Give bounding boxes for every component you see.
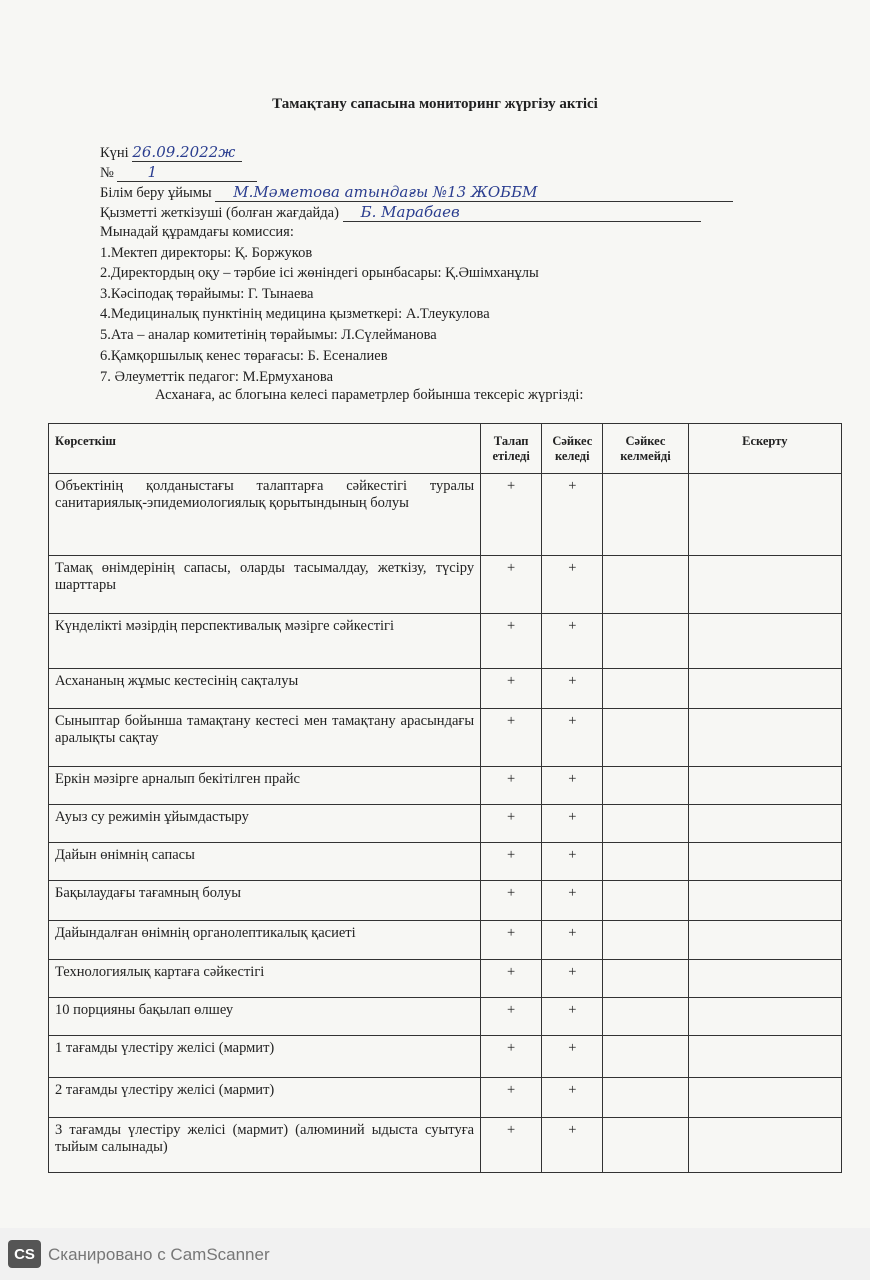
required-cell: + bbox=[481, 1118, 542, 1173]
required-cell: + bbox=[481, 767, 542, 805]
table-header-row bbox=[49, 424, 842, 474]
table-row bbox=[49, 614, 842, 669]
noncompliant-cell bbox=[603, 709, 688, 767]
indicator-cell: 2 тағамды үлестіру желісі (мармит) bbox=[49, 1078, 481, 1118]
noncompliant-cell bbox=[603, 669, 688, 709]
table-row bbox=[49, 805, 842, 843]
compliant-cell: + bbox=[542, 669, 603, 709]
required-cell: + bbox=[481, 921, 542, 960]
noncompliant-cell bbox=[603, 1078, 688, 1118]
note-cell bbox=[688, 1036, 841, 1078]
table-row bbox=[49, 556, 842, 614]
table-row bbox=[49, 474, 842, 556]
required-cell: + bbox=[481, 1036, 542, 1078]
indicator-cell: Объектінің қолданыстағы талаптарға сәйкестігі туралы санитариялық-эпидемиологиялық қорытындының болуы bbox=[49, 474, 481, 556]
indicator-cell: Тамақ өнімдерінің сапасы, оларды тасымалдау, жеткізу, түсіру шарттары bbox=[49, 556, 481, 614]
note-cell bbox=[688, 960, 841, 998]
org-label: Білім беру ұйымы bbox=[100, 185, 212, 201]
compliant-cell: + bbox=[542, 998, 603, 1036]
table-row bbox=[49, 960, 842, 998]
date-value: 26.09.2022ж bbox=[132, 143, 242, 162]
table-row bbox=[49, 1078, 842, 1118]
noncompliant-cell bbox=[603, 921, 688, 960]
indicator-cell: 3 тағамды үлестіру желісі (мармит) (алюминий ыдыста суытуға тыйым салынады) bbox=[49, 1118, 481, 1173]
table-row bbox=[49, 1036, 842, 1078]
table-row bbox=[49, 881, 842, 921]
note-cell bbox=[688, 767, 841, 805]
header-indicator: Көрсеткіш bbox=[49, 424, 481, 474]
required-cell: + bbox=[481, 998, 542, 1036]
document-title: Тамақтану сапасына мониторинг жүргізу актісі bbox=[272, 96, 598, 112]
commission-member: 1.Мектеп директоры: Қ. Боржуков bbox=[100, 245, 313, 261]
commission-member: 3.Кәсіподақ төрайымы: Г. Тынаева bbox=[100, 286, 314, 302]
indicator-cell: Бақылаудағы тағамның болуы bbox=[49, 881, 481, 921]
noncompliant-cell bbox=[603, 767, 688, 805]
note-cell bbox=[688, 669, 841, 709]
indicator-cell: 10 порцияны бақылап өлшеу bbox=[49, 998, 481, 1036]
noncompliant-cell bbox=[603, 614, 688, 669]
compliant-cell: + bbox=[542, 805, 603, 843]
table-row bbox=[49, 767, 842, 805]
noncompliant-cell bbox=[603, 1036, 688, 1078]
table-row bbox=[49, 669, 842, 709]
commission-member: 6.Қамқоршылық кенес төрағасы: Б. Есеналиев bbox=[100, 348, 388, 364]
supplier-value: Б. Марабаев bbox=[343, 203, 701, 222]
required-cell: + bbox=[481, 881, 542, 921]
compliant-cell: + bbox=[542, 921, 603, 960]
compliant-cell: + bbox=[542, 1036, 603, 1078]
noncompliant-cell bbox=[603, 843, 688, 881]
table-row bbox=[49, 921, 842, 960]
indicator-cell: Ауыз су режимін ұйымдастыру bbox=[49, 805, 481, 843]
compliant-cell: + bbox=[542, 843, 603, 881]
noncompliant-cell bbox=[603, 556, 688, 614]
header-noncompliant: Сәйкес келмейді bbox=[603, 424, 688, 474]
required-cell: + bbox=[481, 1078, 542, 1118]
required-cell: + bbox=[481, 474, 542, 556]
compliant-cell: + bbox=[542, 767, 603, 805]
commission-member: 2.Директордың оқу – тәрбие ісі жөніндегі орынбасары: Қ.Әшімханұлы bbox=[100, 265, 539, 281]
supplier-label: Қызметті жеткізуші (болған жағдайда) bbox=[100, 205, 339, 221]
date-line bbox=[100, 143, 242, 162]
indicator-cell: Дайын өнімнің сапасы bbox=[49, 843, 481, 881]
note-cell bbox=[688, 805, 841, 843]
inspection-table bbox=[48, 423, 842, 1173]
compliant-cell: + bbox=[542, 474, 603, 556]
required-cell: + bbox=[481, 614, 542, 669]
required-cell: + bbox=[481, 843, 542, 881]
compliant-cell: + bbox=[542, 614, 603, 669]
table-row bbox=[49, 709, 842, 767]
note-cell bbox=[688, 556, 841, 614]
org-value: М.Мәметова атындағы №13 ЖОББМ bbox=[215, 183, 733, 202]
noncompliant-cell bbox=[603, 474, 688, 556]
note-cell bbox=[688, 843, 841, 881]
commission-outro: Асханаға, ас блогына келесі параметрлер бойынша тексеріс жүргізді: bbox=[155, 387, 584, 403]
org-line bbox=[100, 183, 733, 202]
number-label: № bbox=[100, 165, 114, 181]
note-cell bbox=[688, 1118, 841, 1173]
note-cell bbox=[688, 614, 841, 669]
supplier-line bbox=[100, 203, 701, 222]
compliant-cell: + bbox=[542, 709, 603, 767]
number-line bbox=[100, 163, 257, 182]
table-row bbox=[49, 1118, 842, 1173]
compliant-cell: + bbox=[542, 1118, 603, 1173]
noncompliant-cell bbox=[603, 881, 688, 921]
note-cell bbox=[688, 881, 841, 921]
noncompliant-cell bbox=[603, 960, 688, 998]
note-cell bbox=[688, 474, 841, 556]
required-cell: + bbox=[481, 805, 542, 843]
commission-member: 4.Медициналық пунктінің медицина қызметкері: А.Тлеукулова bbox=[100, 306, 490, 322]
commission-intro: Мынадай құрамдағы комиссия: bbox=[100, 224, 294, 240]
indicator-cell: Дайындалған өнімнің органолептикалық қасиеті bbox=[49, 921, 481, 960]
required-cell: + bbox=[481, 556, 542, 614]
header-compliant: Сәйкес келеді bbox=[542, 424, 603, 474]
header-note: Ескерту bbox=[688, 424, 841, 474]
noncompliant-cell bbox=[603, 998, 688, 1036]
commission-member: 5.Ата – аналар комитетінің төрайымы: Л.Сүлейманова bbox=[100, 327, 437, 343]
indicator-cell: Күнделікті мәзірдің перспективалық мәзірге сәйкестігі bbox=[49, 614, 481, 669]
required-cell: + bbox=[481, 709, 542, 767]
noncompliant-cell bbox=[603, 1118, 688, 1173]
indicator-cell: Сыныптар бойынша тамақтану кестесі мен тамақтану арасындағы аралықты сақтау bbox=[49, 709, 481, 767]
note-cell bbox=[688, 1078, 841, 1118]
compliant-cell: + bbox=[542, 1078, 603, 1118]
required-cell: + bbox=[481, 960, 542, 998]
date-label: Күні bbox=[100, 145, 129, 161]
header-required: Талап етіледі bbox=[481, 424, 542, 474]
indicator-cell: Еркін мәзірге арналып бекітілген прайс bbox=[49, 767, 481, 805]
note-cell bbox=[688, 921, 841, 960]
required-cell: + bbox=[481, 669, 542, 709]
indicator-cell: 1 тағамды үлестіру желісі (мармит) bbox=[49, 1036, 481, 1078]
compliant-cell: + bbox=[542, 881, 603, 921]
camscanner-logo-icon: CS bbox=[8, 1240, 41, 1268]
note-cell bbox=[688, 998, 841, 1036]
noncompliant-cell bbox=[603, 805, 688, 843]
table-row bbox=[49, 843, 842, 881]
number-value: 1 bbox=[117, 163, 257, 182]
camscanner-watermark: Сканировано с CamScanner bbox=[48, 1245, 270, 1264]
indicator-cell: Технологиялық картаға сәйкестігі bbox=[49, 960, 481, 998]
commission-member: 7. Әлеуметтік педагог: М.Ермуханова bbox=[100, 369, 334, 385]
note-cell bbox=[688, 709, 841, 767]
indicator-cell: Асхананың жұмыс кестесінің сақталуы bbox=[49, 669, 481, 709]
compliant-cell: + bbox=[542, 556, 603, 614]
table-row bbox=[49, 998, 842, 1036]
compliant-cell: + bbox=[542, 960, 603, 998]
